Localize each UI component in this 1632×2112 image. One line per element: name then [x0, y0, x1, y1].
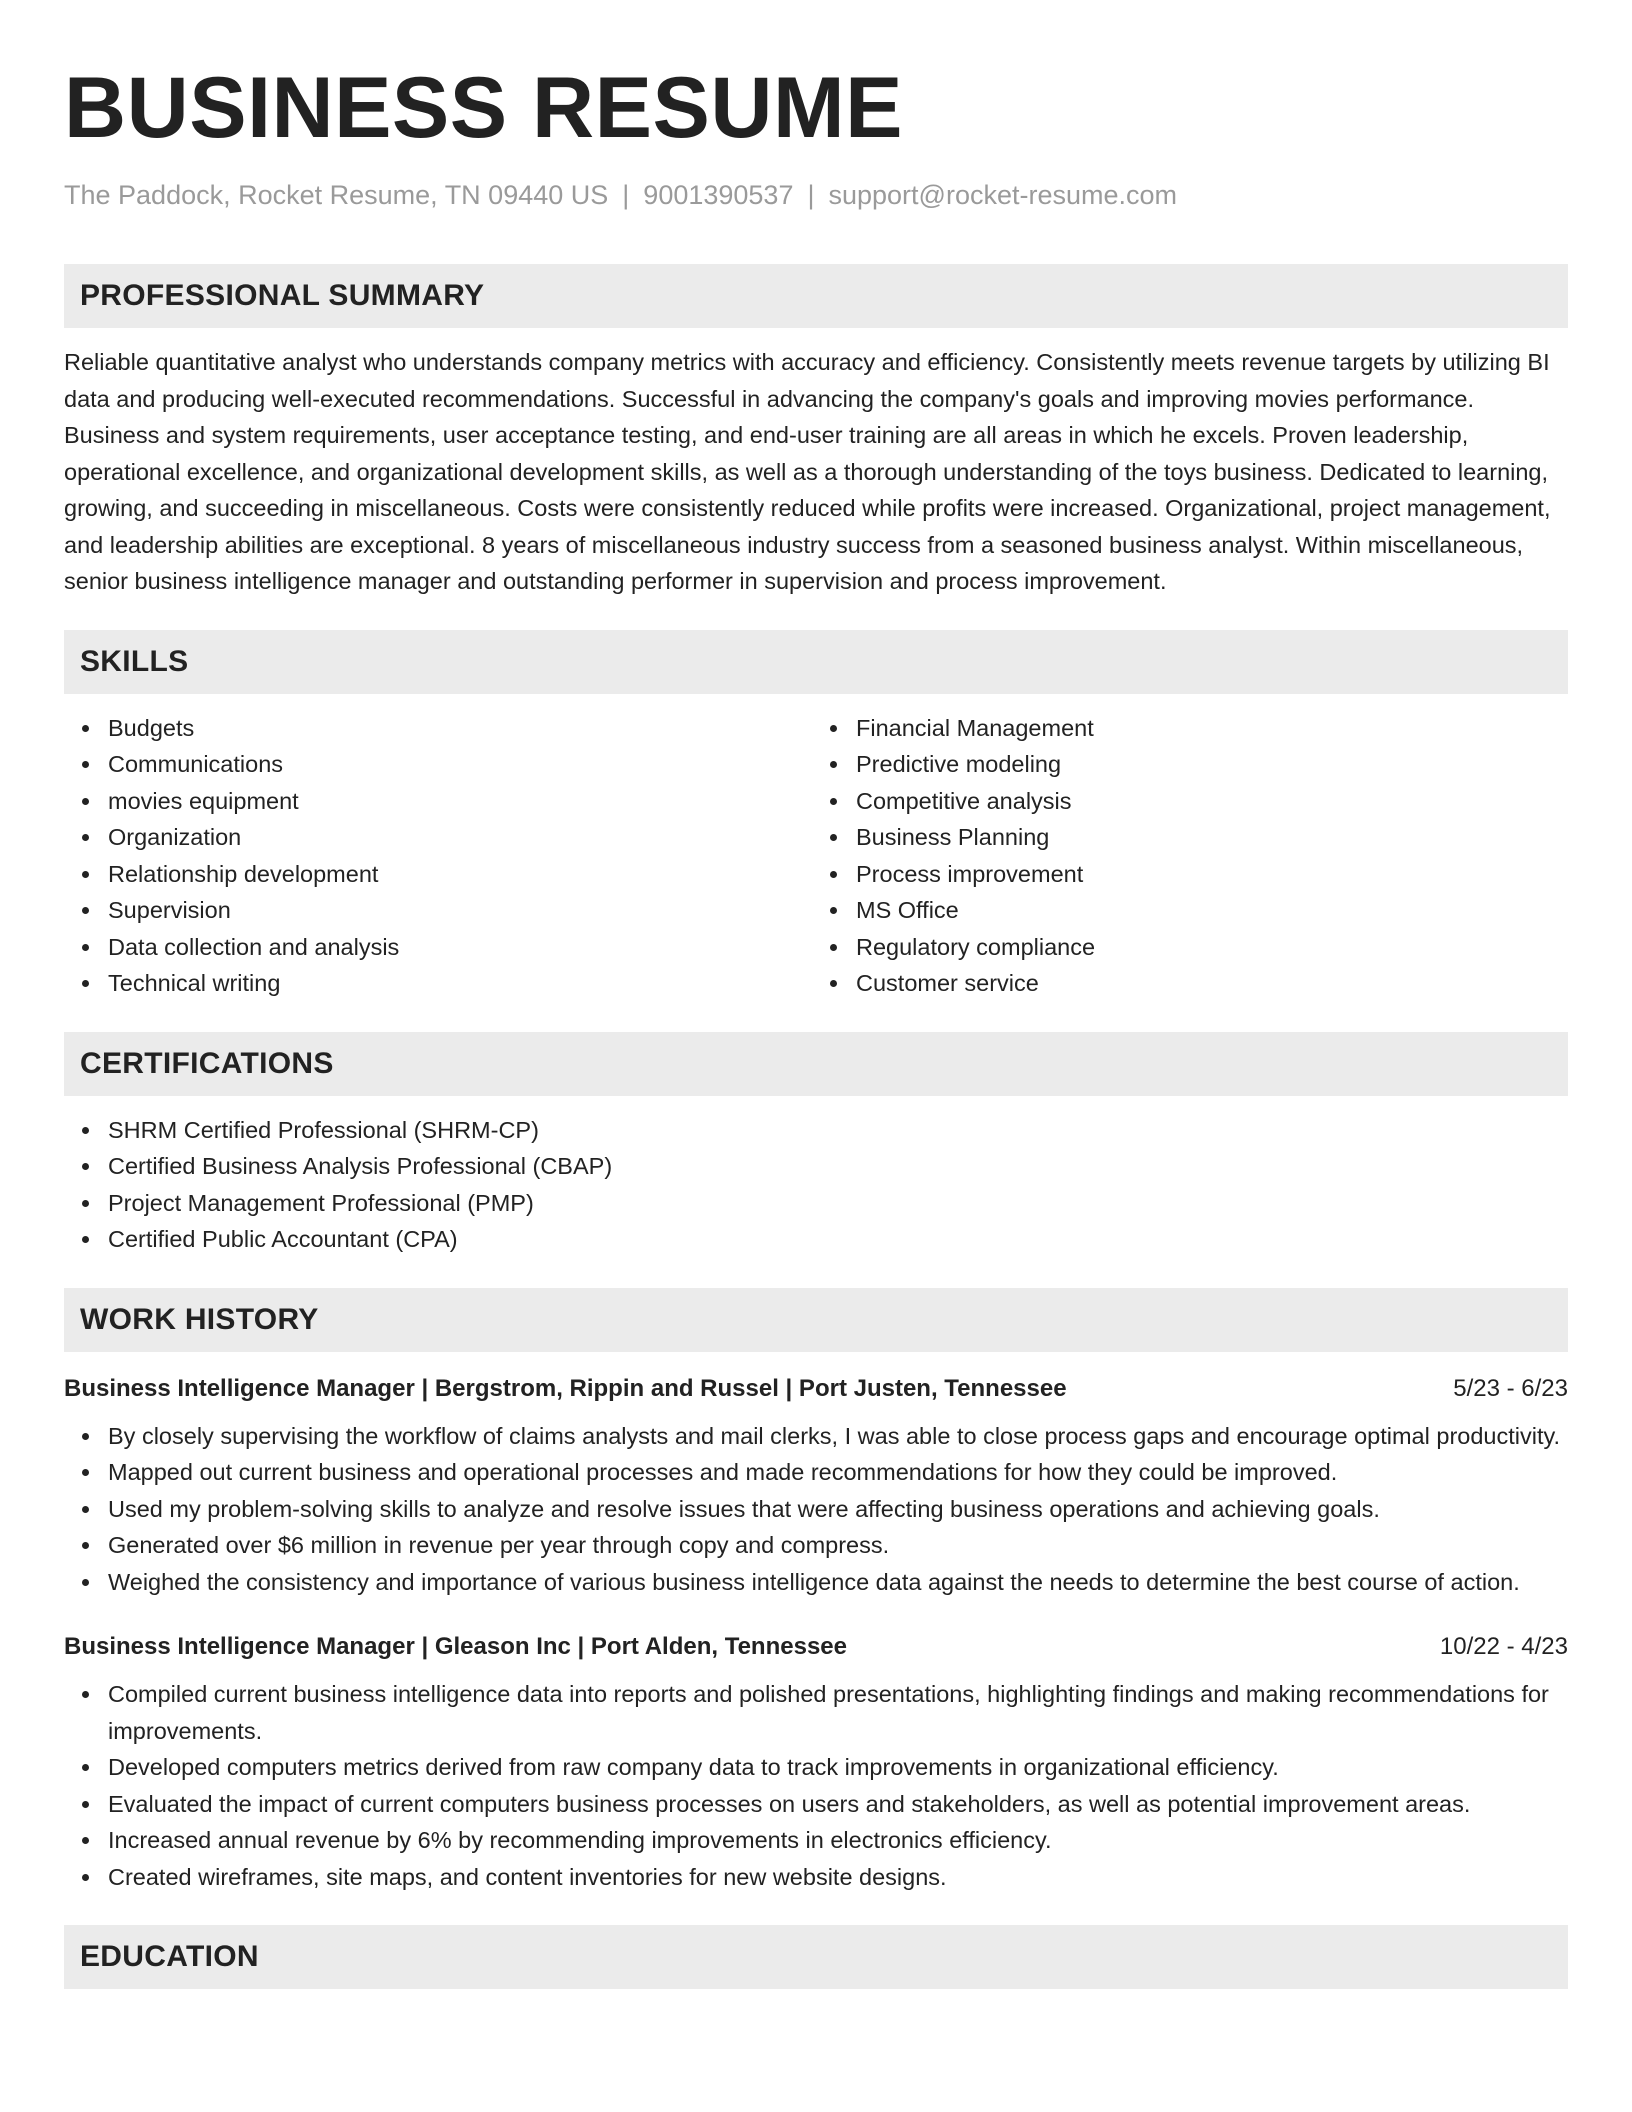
- certification-item: Project Management Professional (PMP): [108, 1185, 1568, 1222]
- job-bullet: Used my problem-solving skills to analyze and resolve issues that were affecting business operations and achieving goals.: [108, 1491, 1568, 1528]
- summary-text: Reliable quantitative analyst who understands company metrics with accuracy and efficiency. Consistently meets revenue targets by utilizing BI data and producing well-executed recommendations. Successful in advancing the company's goals and improving movies performance. Business and system requirements, user acceptance testing, and end-user training are all areas in which he excels. Proven leadership, operational excellence, and organizational development skills, as well as a thorough understanding of the toys business. Dedicated to learning, growing, and succeeding in miscellaneous. Costs were consistently reduced while profits were increased. Organizational, project management, and leadership abilities are exceptional. 8 years of miscellaneous industry success from a seasoned business analyst. Within miscellaneous, senior business intelligence manager and outstanding performer in supervision and process improvement.: [64, 349, 1551, 594]
- contact-address: The Paddock, Rocket Resume, TN 09440 US: [64, 180, 609, 210]
- skill-item: Relationship development: [108, 856, 816, 893]
- job-bullet: Developed computers metrics derived from raw company data to track improvements in organizational efficiency.: [108, 1749, 1568, 1786]
- job-bullet: Created wireframes, site maps, and content inventories for new website designs.: [108, 1859, 1568, 1896]
- contact-phone: 9001390537: [643, 180, 794, 210]
- section-header-education: EDUCATION: [64, 1925, 1568, 1989]
- skill-item: MS Office: [856, 892, 1564, 929]
- skill-item: movies equipment: [108, 783, 816, 820]
- skill-item: Customer service: [856, 965, 1564, 1002]
- job-bullet: By closely supervising the workflow of claims analysts and mail clerks, I was able to close process gaps and encourage optimal productivity.: [108, 1418, 1568, 1455]
- contact-email: support@rocket-resume.com: [828, 180, 1178, 210]
- contact-separator: |: [622, 180, 630, 210]
- skill-item: Predictive modeling: [856, 746, 1564, 783]
- skill-item: Process improvement: [856, 856, 1564, 893]
- job-bullet: Evaluated the impact of current computers business processes on users and stakeholders, as well as potential improvement areas.: [108, 1786, 1568, 1823]
- resume-title: BUSINESS RESUME: [64, 60, 903, 156]
- certifications-list: [64, 1112, 1568, 1258]
- skills-grid: [64, 694, 1568, 1002]
- skill-item: Technical writing: [108, 965, 816, 1002]
- job-header: [64, 1630, 1568, 1664]
- job-bullets: [64, 1676, 1568, 1895]
- contact-line: [64, 178, 1568, 212]
- job-bullet: Mapped out current business and operational processes and made recommendations for how they could be improved.: [108, 1454, 1568, 1491]
- job-bullet: Compiled current business intelligence data into reports and polished presentations, highlighting findings and making recommendations for improvements.: [108, 1676, 1568, 1749]
- skill-item: Regulatory compliance: [856, 929, 1564, 966]
- skill-item: Business Planning: [856, 819, 1564, 856]
- contact-separator: |: [807, 180, 815, 210]
- skills-list-right: [812, 710, 1564, 1002]
- skill-item: Data collection and analysis: [108, 929, 816, 966]
- job-bullet: Increased annual revenue by 6% by recommending improvements in electronics efficiency.: [108, 1822, 1568, 1859]
- job-bullet: Weighed the consistency and importance of various business intelligence data against the needs to determine the best course of action.: [108, 1564, 1568, 1601]
- certification-item: Certified Business Analysis Professional (CBAP): [108, 1148, 1568, 1185]
- job-entry: [64, 1630, 1568, 1895]
- job-bullet: Generated over $6 million in revenue per year through copy and compress.: [108, 1527, 1568, 1564]
- job-dates: 5/23 - 6/23: [1453, 1374, 1568, 1402]
- section-header-professional-summary: PROFESSIONAL SUMMARY: [64, 264, 1568, 328]
- job-entry: [64, 1372, 1568, 1601]
- job-bullets: [64, 1418, 1568, 1601]
- skill-item: Organization: [108, 819, 816, 856]
- section-header-certifications: CERTIFICATIONS: [64, 1032, 1568, 1096]
- certification-item: Certified Public Accountant (CPA): [108, 1221, 1568, 1258]
- skill-item: Budgets: [108, 710, 816, 747]
- skill-item: Communications: [108, 746, 816, 783]
- skills-list-left: [64, 710, 816, 1002]
- section-header-skills: SKILLS: [64, 630, 1568, 694]
- section-header-work-history: WORK HISTORY: [64, 1288, 1568, 1352]
- skill-item: Competitive analysis: [856, 783, 1564, 820]
- job-title: Business Intelligence Manager | Bergstrom, Rippin and Russel | Port Justen, Tennessee: [64, 1374, 1067, 1402]
- job-dates: 10/22 - 4/23: [1439, 1633, 1568, 1660]
- certification-item: SHRM Certified Professional (SHRM-CP): [108, 1112, 1568, 1149]
- job-header: [64, 1372, 1568, 1406]
- skill-item: Financial Management: [856, 710, 1564, 747]
- skill-item: Supervision: [108, 892, 816, 929]
- job-title: Business Intelligence Manager | Gleason Inc | Port Alden, Tennessee: [64, 1633, 847, 1660]
